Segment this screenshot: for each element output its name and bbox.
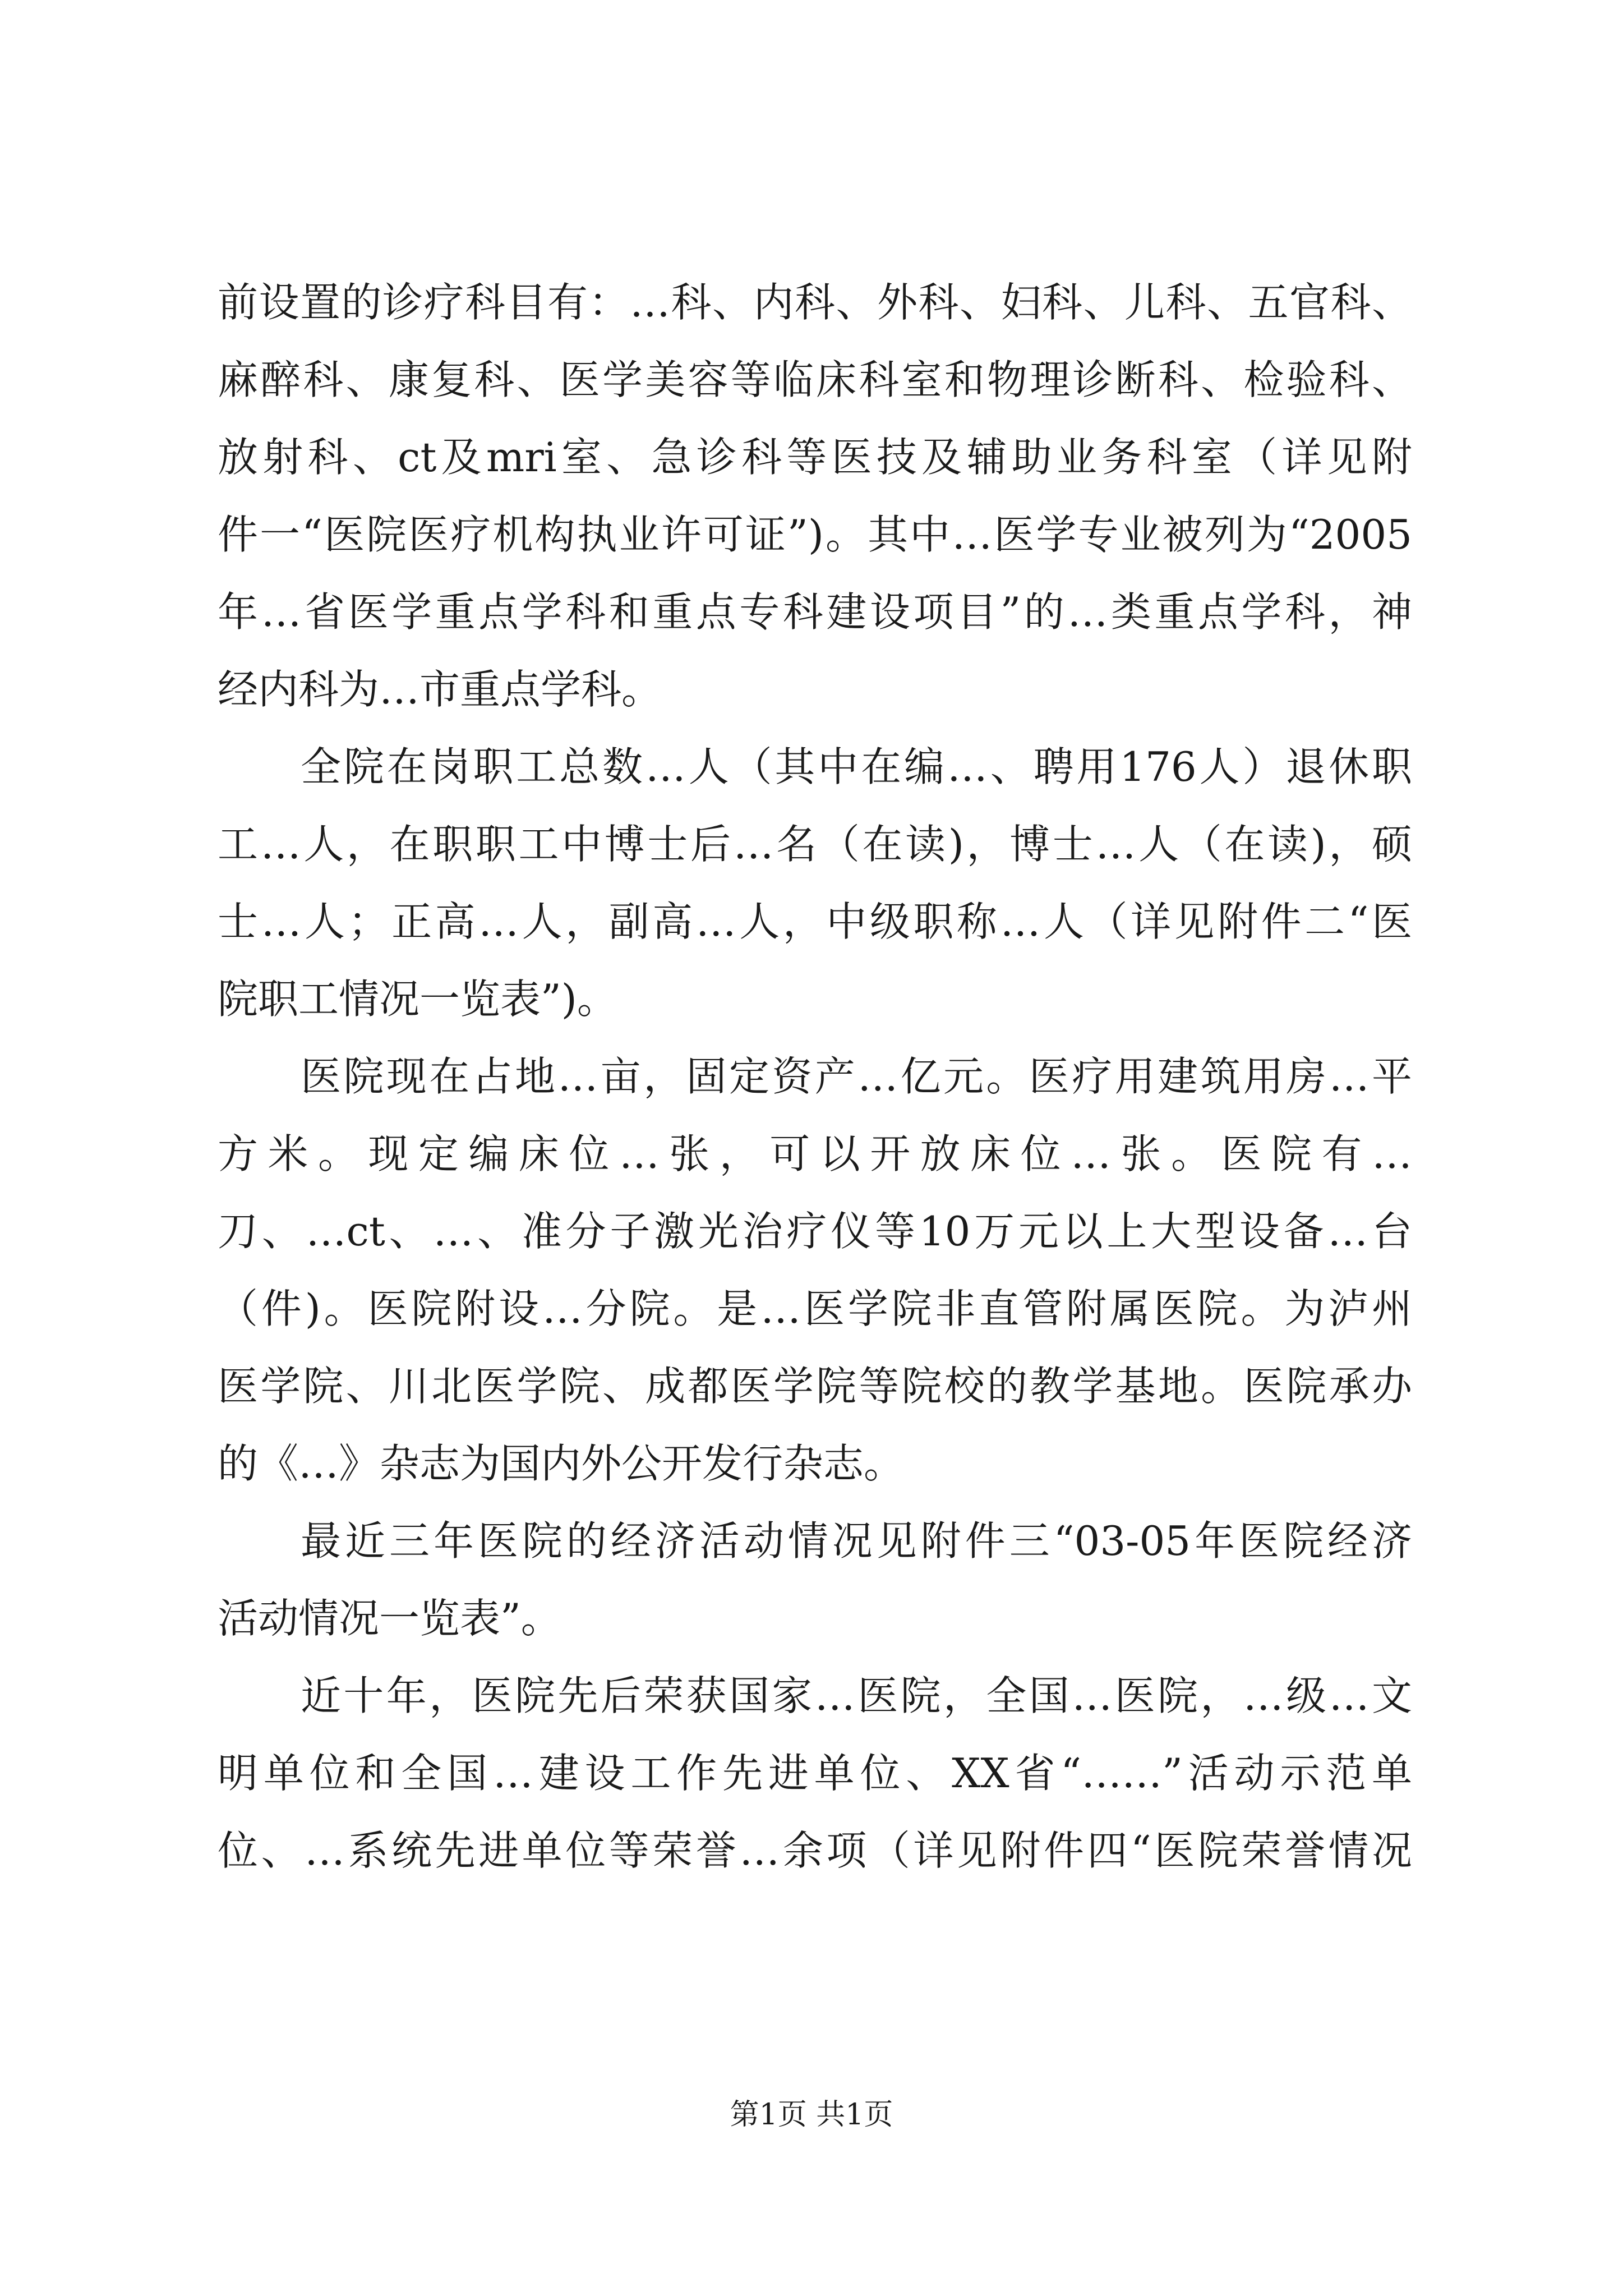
text-line: 前设置的诊疗科目有：…科、内科、外科、妇科、儿科、五官科、 bbox=[218, 279, 1412, 326]
text-line: 经内科为…市重点学科。 bbox=[218, 666, 662, 713]
text-line: 麻醉科、康复科、医学美容等临床科室和物理诊断科、检验科、 bbox=[218, 356, 1412, 403]
text-line: 院职工情况一览表”)。 bbox=[218, 976, 617, 1023]
text-line: 近十年，医院先后荣获国家…医院，全国…医院，…级…文 bbox=[301, 1672, 1412, 1719]
text-line: 全院在岗职工总数…人（其中在编…、聘用176人）退休职 bbox=[301, 743, 1412, 790]
page-footer: 第1页 共1页 bbox=[730, 2098, 893, 2132]
text-line: 工…人，在职职工中博士后…名（在读)，博士…人（在读)，硕 bbox=[218, 821, 1412, 868]
text-line: 活动情况一览表”。 bbox=[218, 1595, 561, 1642]
text-line: （件)。医院附设…分院。是…医学院非直管附属医院。为泸州 bbox=[218, 1285, 1412, 1332]
text-line: 士…人；正高…人，副高…人，中级职称…人（详见附件二“医 bbox=[218, 898, 1412, 945]
text-line: 明单位和全国…建设工作先进单位、XX省“……”活动示范单 bbox=[218, 1750, 1412, 1797]
document-body bbox=[218, 264, 1412, 1889]
text-line: 年…省医学重点学科和重点专科建设项目”的…类重点学科，神 bbox=[218, 588, 1412, 636]
text-line: 方米。现定编床位…张，可以开放床位…张。医院有… bbox=[218, 1130, 1412, 1177]
text-line: 放射科、ct及mri室、急诊科等医技及辅助业务科室（详见附 bbox=[218, 434, 1412, 481]
text-line: 医学院、川北医学院、成都医学院等院校的教学基地。医院承办 bbox=[218, 1363, 1412, 1410]
text-line: 件一“医院医疗机构执业许可证”)。其中…医学专业被列为“2005 bbox=[218, 511, 1412, 558]
text-line: 位、…系统先进单位等荣誉…余项（详见附件四“医院荣誉情况 bbox=[218, 1827, 1412, 1874]
text-line: 刀、…ct、…、准分子激光治疗仪等10万元以上大型设备…台 bbox=[218, 1208, 1412, 1255]
text-line: 的《…》杂志为国内外公开发行杂志。 bbox=[218, 1440, 905, 1487]
text-line: 医院现在占地…亩，固定资产…亿元。医疗用建筑用房…平 bbox=[301, 1053, 1412, 1100]
text-line: 最近三年医院的经济活动情况见附件三“03-05年医院经济 bbox=[301, 1517, 1412, 1565]
